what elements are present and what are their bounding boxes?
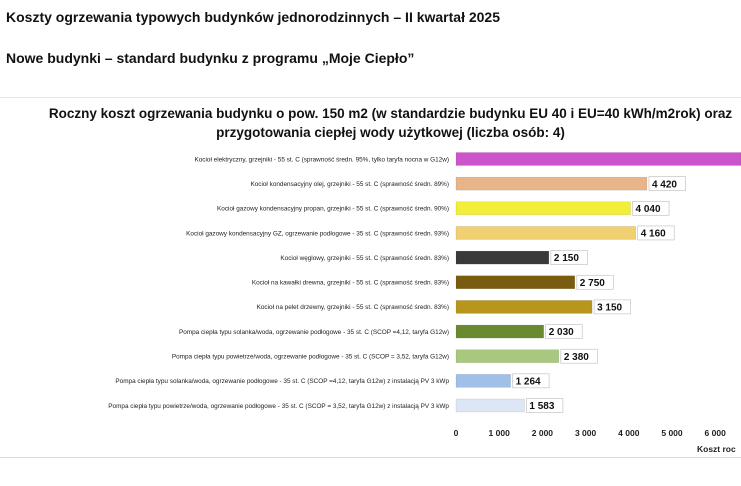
bar: [456, 300, 592, 313]
data-label: 1 264: [515, 376, 541, 388]
category-label: Kocioł kondensacyjny olej, grzejniki - 55 st. C (sprawność średn. 89%): [250, 180, 449, 188]
data-label: 2 750: [579, 277, 605, 289]
x-tick-label: 3 000: [574, 428, 597, 438]
category-label: Kocioł gazowy kondensacyjny propan, grzejniki - 55 st. C (sprawność średn. 90%): [217, 205, 449, 213]
x-tick-label: 0: [453, 428, 459, 438]
page-heading: Koszty ogrzewania typowych budynków jednorodzinnych – II kwartał 2025: [6, 9, 500, 25]
chart-title-line2: przygotowania ciepłej wody użytkowej (liczba osób: 4): [216, 125, 565, 140]
x-tick-label: 2 000: [531, 428, 554, 438]
bar: [456, 251, 549, 264]
bar: [456, 226, 636, 239]
category-label: Kocioł elektryczny, grzejniki - 55 st. C (sprawność średn. 95%, tylko taryfa nocna w G12w): [194, 156, 449, 164]
category-label: Kocioł gazowy kondensacyjny GZ, ogrzewanie podłogowe - 35 st. C (sprawność średn. 93%): [186, 230, 449, 238]
data-label: 1 583: [529, 401, 555, 413]
bar: [456, 350, 559, 363]
x-axis-title: Koszt roc: [697, 444, 736, 454]
x-tick-label: 5 000: [661, 428, 683, 438]
bar: [456, 276, 575, 289]
category-label: Pompa ciepła typu powietrze/woda, ogrzewanie podłogowe - 35 st. C (SCOP = 3,52, taryfa G12w) z instalacją PV 3 kWp: [108, 402, 449, 410]
bar: [456, 374, 511, 387]
chart-title-line1: Roczny koszt ogrzewania budynku o pow. 150 m2 (w standardzie budynku EU 40 i EU=40 kWh/m2rok) oraz: [48, 106, 733, 121]
bar: [456, 202, 631, 215]
data-label: 3 150: [597, 302, 623, 314]
category-label: Kocioł na pelet drzewny, grzejniki - 55 st. C (sprawność średn. 83%): [256, 304, 449, 312]
bar: [456, 325, 544, 338]
data-label: 4 160: [640, 228, 666, 240]
bar: [456, 399, 524, 412]
category-label: Kocioł węglowy, grzejniki - 55 st. C (sprawność średn. 83%): [280, 254, 449, 262]
data-label: 4 040: [635, 203, 661, 215]
data-label: 2 150: [553, 253, 579, 265]
page-subheading: Nowe budynki – standard budynku z programu „Moje Ciepło”: [6, 50, 415, 66]
x-tick-label: 6 000: [704, 428, 726, 438]
divider-bottom: [0, 457, 741, 458]
bar: [456, 153, 741, 166]
data-label: 4 420: [651, 179, 677, 191]
category-label: Pompa ciepła typu solanka/woda, ogrzewanie podłogowe - 35 st. C (SCOP =4,12, taryfa G12w): [178, 328, 449, 336]
category-label: Pompa ciepła typu solanka/woda, ogrzewanie podłogowe - 35 st. C (SCOP =4,12, taryfa G12w) z instalacją PV 3 kWp: [115, 378, 449, 386]
category-label: Pompa ciepła typu powietrze/woda, ogrzewanie podłogowe - 35 st. C (SCOP = 3,52, taryfa G12w): [171, 353, 449, 361]
x-tick-label: 4 000: [618, 428, 640, 438]
x-tick-label: 1 000: [488, 428, 510, 438]
category-label: Kocioł na kawałki drewna, grzejniki - 55 st. C (sprawność średn. 83%): [251, 279, 449, 287]
data-label: 2 380: [563, 351, 589, 363]
bar: [456, 177, 647, 190]
data-label: 2 030: [548, 327, 574, 339]
